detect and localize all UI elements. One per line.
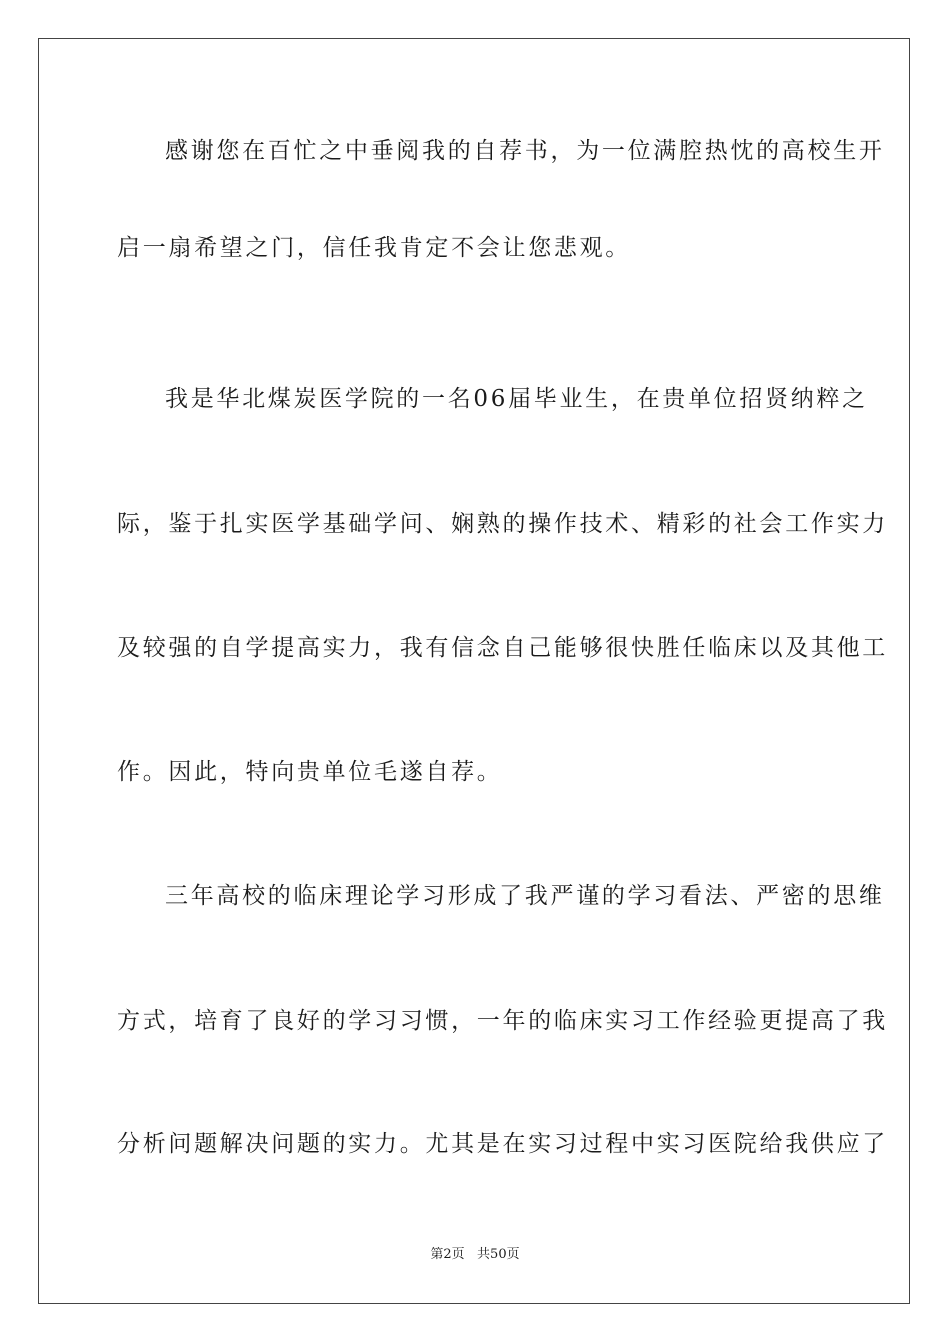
page-border (38, 38, 910, 1304)
paragraph-line: 三年高校的临床理论学习形成了我严谨的学习看法、严密的思维 (165, 883, 885, 909)
paragraph-line: 及较强的自学提高实力，我有信念自己能够很快胜任临床以及其他工 (117, 635, 888, 661)
page-number-footer: 第2页 共50页 (430, 1247, 520, 1262)
paragraph-line: 感谢您在百忙之中垂阅我的自荐书，为一位满腔热忱的高校生开 (165, 138, 885, 164)
paragraph-line: 方式，培育了良好的学习习惯，一年的临床实习工作经验更提高了我 (117, 1008, 888, 1034)
paragraph-line: 启一扇希望之门，信任我肯定不会让您悲观。 (117, 235, 631, 261)
paragraph-line: 际，鉴于扎实医学基础学问、娴熟的操作技术、精彩的社会工作实力 (117, 511, 888, 537)
paragraph-line: 我是华北煤炭医学院的一名06届毕业生，在贵单位招贤纳粹之 (165, 386, 868, 412)
paragraph-line: 分析问题解决问题的实力。尤其是在实习过程中实习医院给我供应了 (117, 1131, 888, 1157)
paragraph-line: 作。因此，特向贵单位毛遂自荐。 (117, 759, 503, 785)
